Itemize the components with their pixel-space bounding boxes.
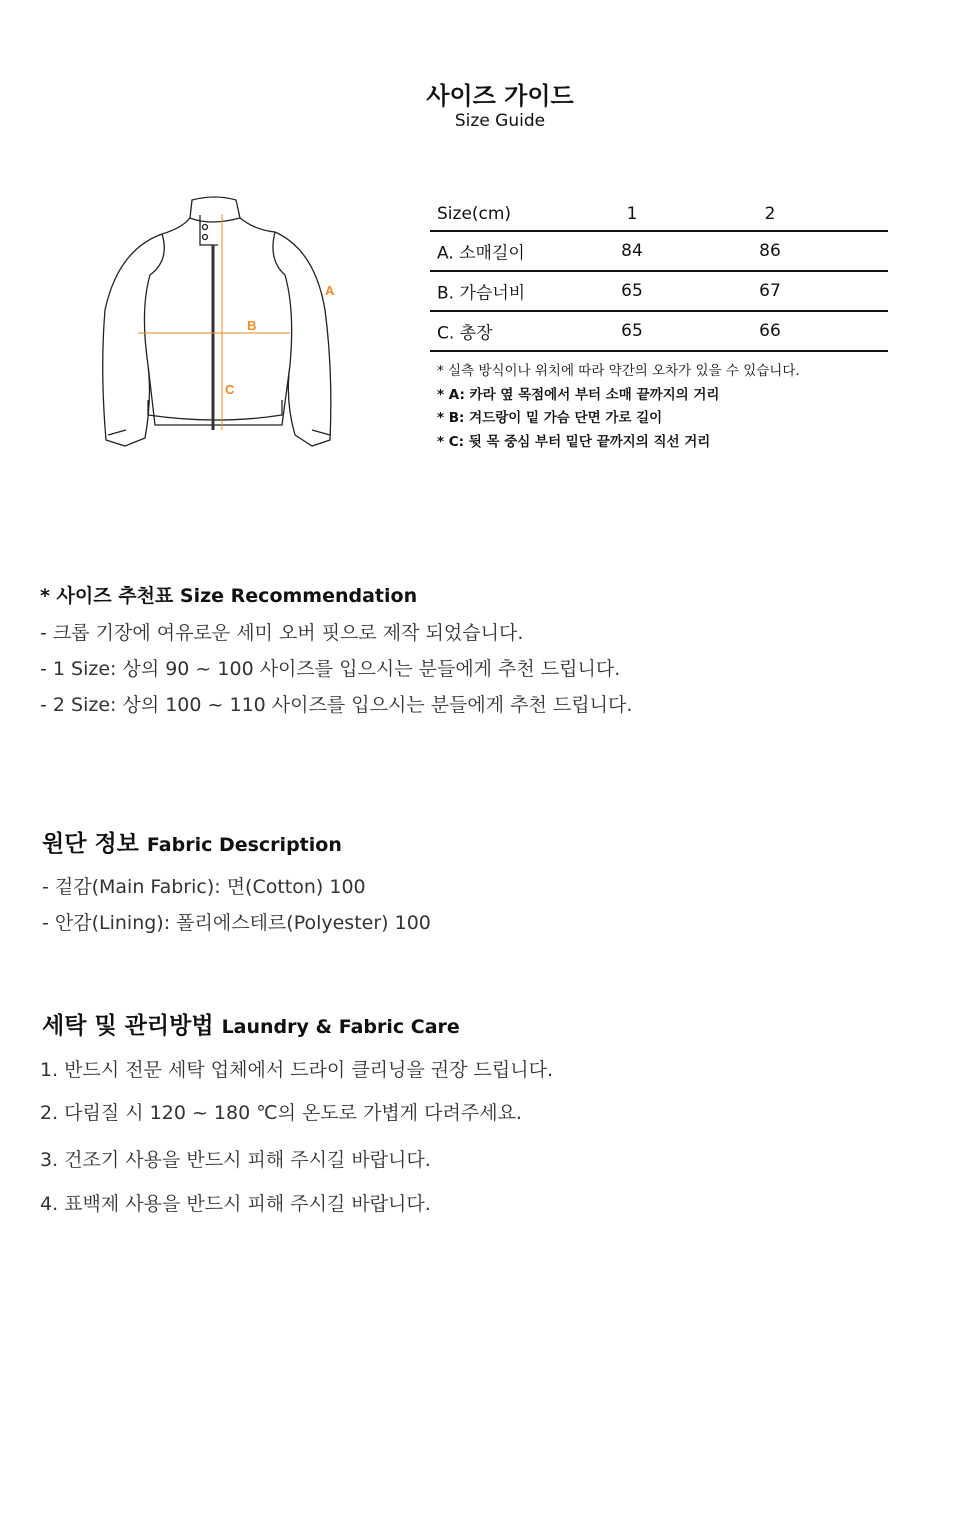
row-label: B. 가슴너비	[437, 283, 526, 304]
jacket-diagram	[90, 190, 350, 470]
size-table	[430, 198, 888, 352]
recommendation-line: - 크롭 기장에 여유로운 세미 오버 핏으로 제작 되었습니다.	[40, 622, 524, 644]
care-heading-en: Laundry & Fabric Care	[221, 1016, 460, 1038]
table-row	[430, 232, 888, 272]
table-row	[430, 312, 888, 352]
care-heading-ko: 세탁 및 관리방법	[42, 1013, 214, 1039]
recommendation-line: - 1 Size: 상의 90 ~ 100 사이즈를 입으시는 분들에게 추천 드립니다.	[40, 658, 621, 680]
cell: 65	[621, 321, 643, 341]
recommendation-heading: * 사이즈 추천표 Size Recommendation	[40, 585, 418, 607]
cell: 67	[759, 281, 781, 301]
care-item: 4. 표백제 사용을 반드시 피해 주시길 바랍니다.	[40, 1193, 431, 1215]
cell: 66	[759, 321, 781, 341]
note: * B: 겨드랑이 밑 가슴 단면 가로 길이	[437, 410, 663, 426]
care-item: 1. 반드시 전문 세탁 업체에서 드라이 클리닝을 권장 드립니다.	[40, 1059, 553, 1081]
fabric-heading-ko: 원단 정보	[42, 831, 139, 857]
fabric-line: - 겉감(Main Fabric): 면(Cotton) 100	[42, 876, 366, 898]
care-heading	[42, 1007, 460, 1040]
label-c: C	[225, 382, 235, 397]
cell: 86	[759, 241, 781, 261]
note: * C: 뒷 목 중심 부터 밑단 끝까지의 직선 거리	[437, 433, 711, 450]
header-size-1: 1	[626, 204, 638, 224]
note: * A: 카라 옆 목점에서 부터 소매 끝까지의 거리	[437, 386, 720, 403]
fabric-heading-en: Fabric Description	[146, 834, 342, 856]
fabric-heading	[42, 825, 342, 858]
header-size-2: 2	[764, 204, 776, 224]
recommendation-line: - 2 Size: 상의 100 ~ 110 사이즈를 입으시는 분들에게 추천 드립니다.	[40, 694, 633, 716]
page-title: 사이즈 가이드	[426, 82, 574, 110]
header-size: Size(cm)	[437, 204, 512, 224]
cell: 65	[621, 281, 643, 301]
fabric-line: - 안감(Lining): 폴리에스테르(Polyester) 100	[42, 912, 431, 934]
cell: 84	[621, 241, 643, 261]
label-b: B	[247, 318, 257, 333]
row-label: A. 소매길이	[437, 243, 525, 264]
page-subtitle: Size Guide	[454, 111, 546, 131]
table-header	[430, 198, 888, 232]
note: * 실측 방식이나 위치에 따라 약간의 오차가 있을 수 있습니다.	[437, 363, 800, 379]
measurement-notes	[437, 360, 800, 454]
table-row	[430, 272, 888, 312]
care-item: 3. 건조기 사용을 반드시 피해 주시길 바랍니다.	[40, 1149, 431, 1171]
care-item: 2. 다림질 시 120 ~ 180 ℃의 온도로 가볍게 다려주세요.	[40, 1102, 522, 1124]
row-label: C. 총장	[437, 323, 493, 344]
label-a: A	[325, 283, 335, 298]
